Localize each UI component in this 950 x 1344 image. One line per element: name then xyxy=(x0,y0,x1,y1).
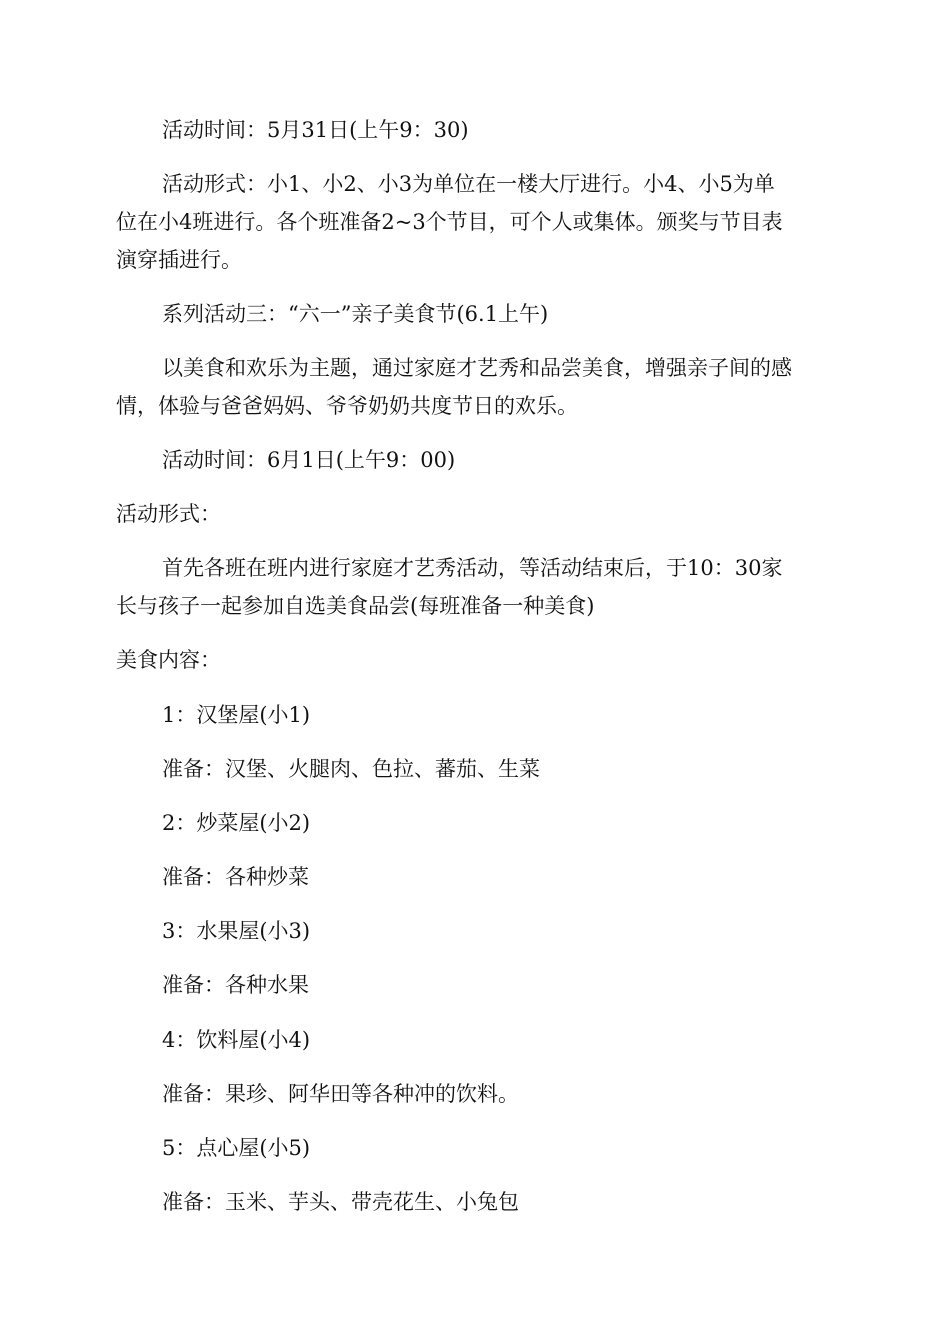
text-line: 活动形式： xyxy=(116,502,221,526)
list-item: 4：饮料屋(小4) xyxy=(162,1028,311,1052)
list-item: 准备：果珍、阿华田等各种冲的饮料。 xyxy=(162,1082,519,1106)
list-item: 5：点心屋(小5) xyxy=(162,1136,311,1160)
text-line: 活动时间：5月31日(上午9：30) xyxy=(162,118,469,142)
text-line: 位在小4班进行。各个班准备2~3个节目，可个人或集体。颁奖与节目表 xyxy=(116,210,783,234)
text-line: 以美食和欢乐为主题，通过家庭才艺秀和品尝美食，增强亲子间的感 xyxy=(162,356,792,380)
list-item: 1：汉堡屋(小1) xyxy=(162,703,311,727)
list-item: 3：水果屋(小3) xyxy=(162,919,311,943)
text-line: 活动形式：小1、小2、小3为单位在一楼大厅进行。小4、小5为单 xyxy=(162,172,775,196)
section-heading: 系列活动三：“六一”亲子美食节(6.1上午) xyxy=(162,302,549,326)
text-line: 情，体验与爸爸妈妈、爷爷奶奶共度节日的欢乐。 xyxy=(116,394,578,418)
text-line: 长与孩子一起参加自选美食品尝(每班准备一种美食) xyxy=(116,594,595,618)
text-line: 活动时间：6月1日(上午9：00) xyxy=(162,448,456,472)
list-item: 准备：玉米、芋头、带壳花生、小兔包 xyxy=(162,1190,519,1214)
text-line: 美食内容： xyxy=(116,648,221,672)
list-item: 准备：各种水果 xyxy=(162,973,309,997)
list-item: 准备：各种炒菜 xyxy=(162,865,309,889)
text-line: 首先各班在班内进行家庭才艺秀活动，等活动结束后，于10：30家 xyxy=(162,556,783,580)
list-item: 2：炒菜屋(小2) xyxy=(162,811,311,835)
list-item: 准备：汉堡、火腿肉、色拉、蕃茄、生菜 xyxy=(162,757,540,781)
text-line: 演穿插进行。 xyxy=(116,248,242,272)
